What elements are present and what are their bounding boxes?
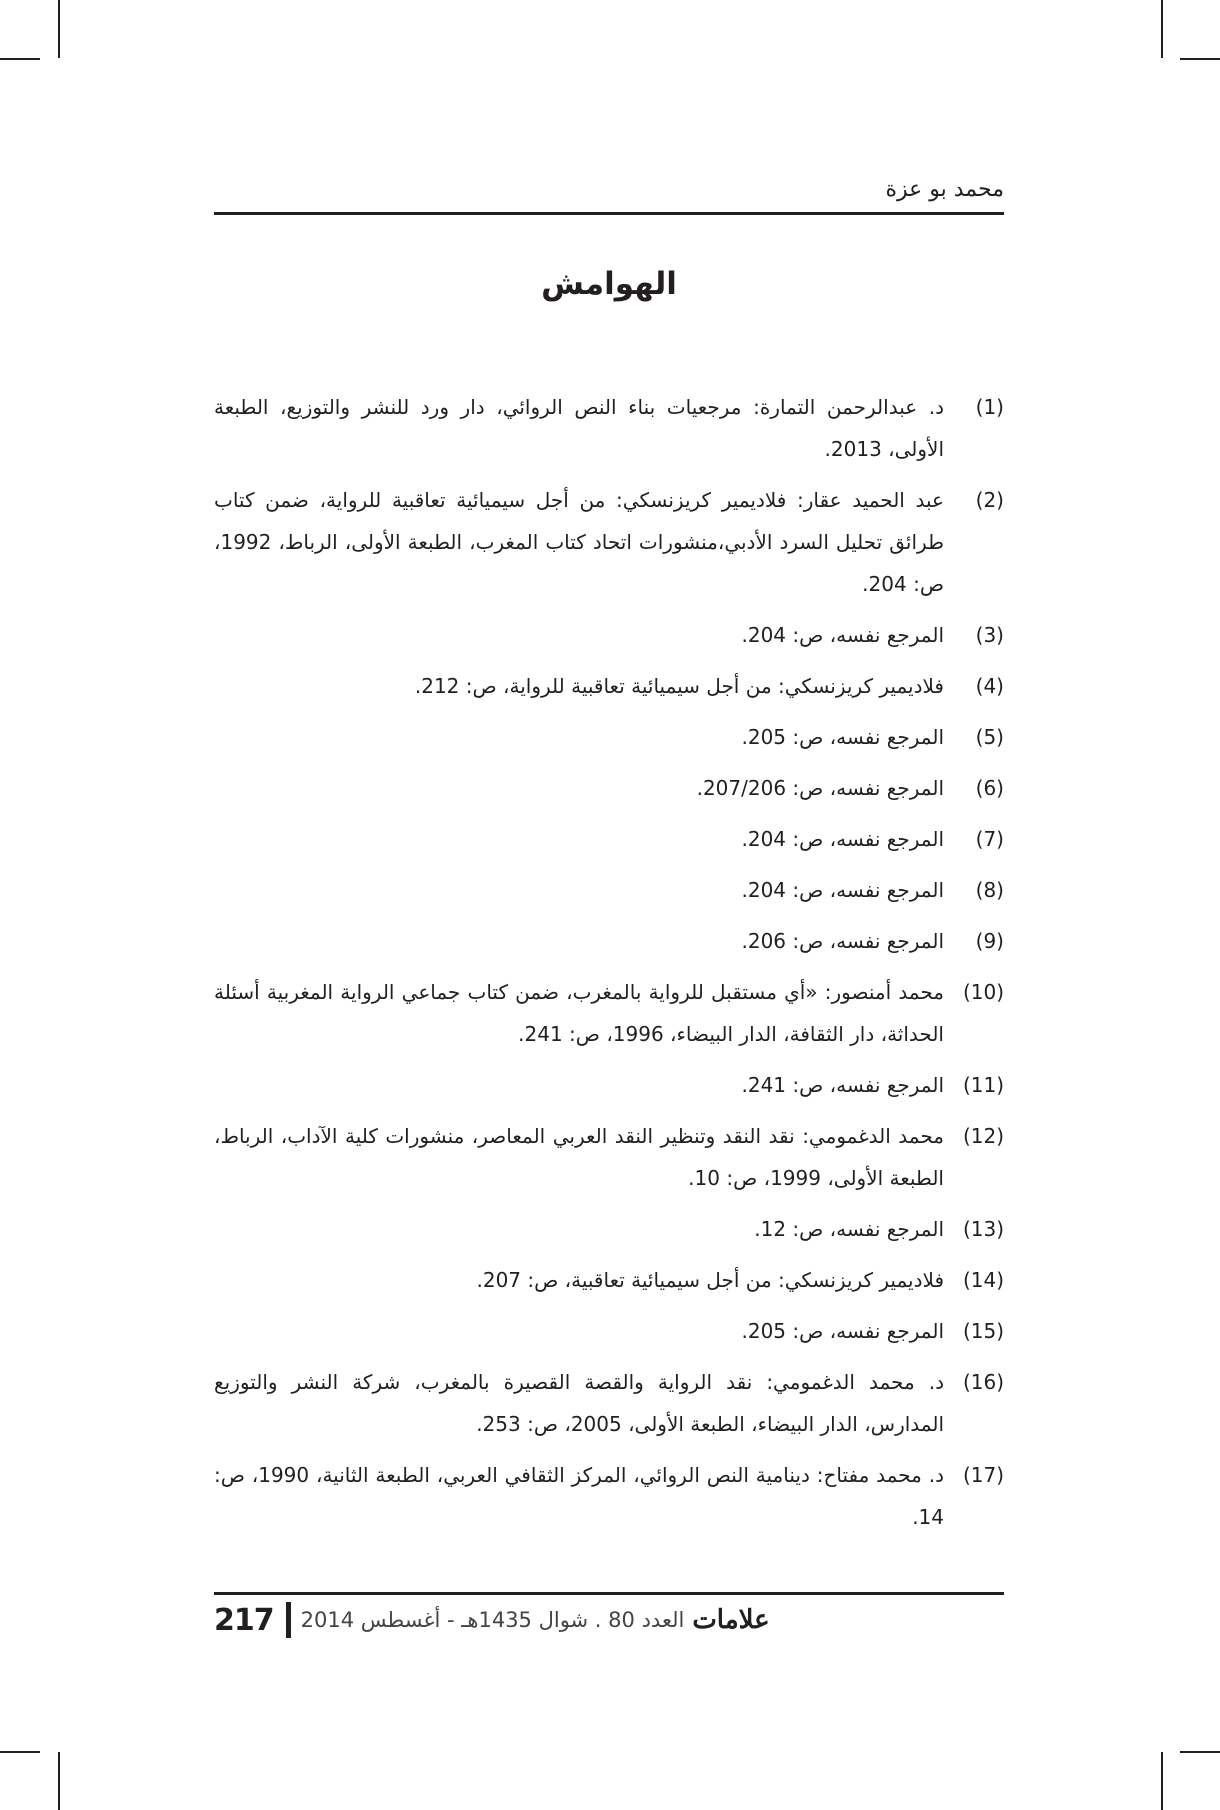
crop-mark [58,1752,60,1810]
page-number: 217 [214,1602,274,1638]
footnote-item [214,386,1004,470]
footnote-text: المرجع نفسه، ص: 204. [741,827,944,851]
footnote-text: محمد الدغمومي: نقد النقد وتنظير النقد العربي المعاصر، منشورات كلية الآداب، الرباط، الطبعة الأولى، 1999، ص: 10. [214,1124,944,1190]
footnote-number: (4) [975,674,1004,698]
footnote-number: (14) [962,1268,1004,1292]
footnote-text: محمد أمنصور: «أي مستقبل للرواية بالمغرب، ضمن كتاب جماعي الرواية المغربية أسئلة الحداثة، دار الثقافة، الدار البيضاء، 1996، ص: 241. [214,980,944,1046]
footnote-text: فلاديمير كريزنسكي: من أجل سيميائية تعاقبية، ص: 207. [476,1268,944,1292]
crop-mark [1161,0,1163,58]
crop-mark [0,1751,40,1753]
footnote-number: (15) [962,1319,1004,1343]
crop-mark [58,0,60,58]
crop-mark [1180,1751,1220,1753]
crop-mark [1161,1752,1163,1810]
footnote-text: د. عبدالرحمن التمارة: مرجعيات بناء النص الروائي، دار ورد للنشر والتوزيع، الطبعة الأولى، 2013. [214,395,944,461]
footnote-number: (5) [975,725,1004,749]
page-title: الهوامش [541,266,677,302]
footer-divider [286,1602,291,1638]
footnote-item [214,716,1004,758]
footnote-item [214,869,1004,911]
crop-mark [0,58,40,60]
footnote-text: المرجع نفسه، ص: 205. [741,725,944,749]
footnote-text: المرجع نفسه، ص: 241. [741,1073,944,1097]
footnote-text: د. محمد مفتاح: دينامية النص الروائي، المركز الثقافي العربي، الطبعة الثانية، 1990، ص: 14. [214,1463,944,1529]
footnote-number: (12) [962,1124,1004,1148]
crop-mark [1180,58,1220,60]
header-rule [214,212,1004,215]
footnote-item [214,1259,1004,1301]
footnote-item [214,1208,1004,1250]
footnote-item [214,614,1004,656]
footnote-item [214,920,1004,962]
footnote-item [214,1454,1004,1538]
footnote-item [214,767,1004,809]
footnote-text: المرجع نفسه، ص: 204. [741,623,944,647]
footnote-item [214,1064,1004,1106]
footnote-number: (13) [962,1217,1004,1241]
footnote-number: (1) [975,395,1004,419]
footnote-number: (11) [962,1073,1004,1097]
footnote-text: المرجع نفسه، ص: 12. [754,1217,944,1241]
footnote-number: (9) [975,929,1004,953]
footnote-number: (3) [975,623,1004,647]
journal-logo: علامات [692,1605,770,1635]
page-footer [214,1600,1004,1640]
footnote-item [214,479,1004,605]
footnote-item [214,1115,1004,1199]
footnote-text: المرجع نفسه، ص: 204. [741,878,944,902]
footnotes-list [214,386,1004,1547]
footnote-number: (8) [975,878,1004,902]
footnote-item [214,1310,1004,1352]
footnote-text: د. محمد الدغمومي: نقد الرواية والقصة القصيرة بالمغرب، شركة النشر والتوزيع المدارس، الدار البيضاء، الطبعة الأولى، 2005، ص: 253. [214,1370,944,1436]
footnote-item [214,971,1004,1055]
footnote-number: (17) [962,1463,1004,1487]
footnote-item [214,818,1004,860]
footnote-item [214,1361,1004,1445]
footnote-text: المرجع نفسه، ص: 206. [741,929,944,953]
running-head-author: محمد بو عزة [885,177,1004,202]
footnote-number: (16) [962,1370,1004,1394]
footnote-number: (2) [975,488,1004,512]
footnote-text: المرجع نفسه، ص: 205. [741,1319,944,1343]
footnote-text: عبد الحميد عقار: فلاديمير كريزنسكي: من أجل سيميائية تعاقبية للرواية، ضمن كتاب طرائق تحليل السرد الأدبي،منشورات اتحاد كتاب المغرب، الطبعة الأولى، الرباط، 1992، ص: 204. [214,488,944,596]
footnote-number: (7) [975,827,1004,851]
footnote-number: (6) [975,776,1004,800]
footnote-item [214,665,1004,707]
footnote-text: المرجع نفسه، ص: 207/206. [696,776,944,800]
footnote-text: فلاديمير كريزنسكي: من أجل سيميائية تعاقبية للرواية، ص: 212. [414,674,944,698]
issue-info: العدد 80 . شوال 1435هـ - أغسطس 2014 [300,1608,685,1632]
footer-rule [214,1592,1004,1595]
footnote-number: (10) [962,980,1004,1004]
